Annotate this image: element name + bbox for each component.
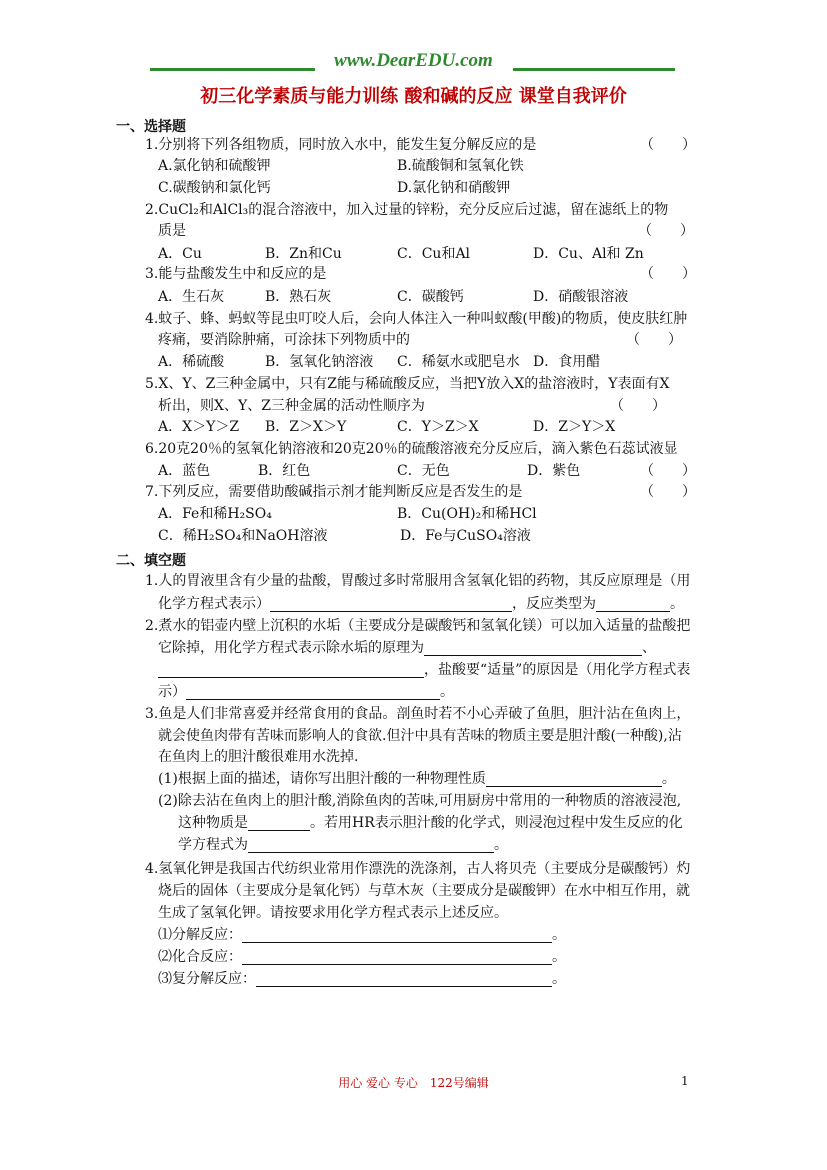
q4-option-a: A．稀硫酸 <box>158 354 225 370</box>
f4-line3: 生成了氢氧化钾。请按要求用化学方程式表示上述反应。 <box>158 905 508 921</box>
f4-sub2-blank[interactable] <box>242 950 552 965</box>
q7-stem: 7.下列反应，需要借助酸碱指示剂才能判断反应是否发生的是 <box>145 484 523 500</box>
q7-paren: （ ） <box>640 484 696 500</box>
q1-stem: 1.分别将下列各组物质，同时放入水中，能发生复分解反应的是 <box>145 137 537 153</box>
q4-paren: （ ） <box>626 332 682 348</box>
section2-heading: 二、填空题 <box>116 553 186 569</box>
f3-sub2-text: 这种物质是 <box>178 815 248 831</box>
q7-option-d: D．Fe与CuSO₄溶液 <box>400 528 531 544</box>
f4-sub3-blank[interactable] <box>256 972 552 987</box>
page-number: 1 <box>681 1074 689 1088</box>
q4-option-c: C．稀氨水或肥皂水 <box>397 354 520 370</box>
q1-option-a: A.氯化钠和硫酸钾 <box>158 158 271 174</box>
f4-sub1 <box>158 927 566 943</box>
f2-line1: 2.煮水的铝壶内壁上沉积的水垢（主要成分是碳酸钙和氢氧化镁）可以加入适量的盐酸把 <box>145 618 691 634</box>
q3-stem: 3.能与盐酸发生中和反应的是 <box>145 266 327 282</box>
f4-sub2-label: ⑵化合反应： <box>158 949 242 965</box>
q5-stem-line1: 5.X、Y、Z三种金属中，只有Z能与稀硫酸反应，当把Y放入X的盐溶液时，Y表面有X <box>145 376 670 392</box>
q6-option-b: B．红色 <box>258 463 311 479</box>
q3-option-b: B．熟石灰 <box>265 289 332 305</box>
f3-sub2-blank[interactable] <box>248 816 310 831</box>
f2-line3-text: ，盐酸要“适量”的原因是（用化学方程式表 <box>424 662 691 678</box>
q5-option-c: C．Y＞Z＞X <box>397 419 479 435</box>
f4-sub1-label: ⑴分解反应： <box>158 927 242 943</box>
f1-line2 <box>158 596 684 612</box>
q1-option-c: C.碳酸钠和氯化钙 <box>158 180 271 196</box>
q1-paren: （ ） <box>640 137 696 153</box>
q7-option-c: C．稀H₂SO₄和NaOH溶液 <box>158 528 328 544</box>
f1-line1: 1.人的胃液里含有少量的盐酸，胃酸过多时常服用含氢氧化铝的药物，其反应原理是（用 <box>145 573 691 589</box>
f4-sub1-end: 。 <box>552 927 566 943</box>
q2-option-a: A．Cu <box>158 246 202 262</box>
q4-stem-line2: 疼痛，要消除肿痛，可涂抹下列物质中的 <box>158 332 410 348</box>
f4-sub3-end: 。 <box>552 971 566 987</box>
q6-option-d: D．紫色 <box>527 463 581 479</box>
f4-sub3-label: ⑶复分解反应： <box>158 971 256 987</box>
f3-sub2-line3 <box>178 837 508 853</box>
q6-option-a: A．蓝色 <box>158 463 211 479</box>
f3-sub2-line2 <box>178 815 683 831</box>
f3-line1: 3.鱼是人们非常喜爱并经常食用的食品。剖鱼时若不小心弄破了鱼胆，胆汁沾在鱼肉上， <box>145 706 691 722</box>
q4-stem-line1: 4.蚊子、蜂、蚂蚁等昆虫叮咬人后，会向人体注入一种叫蚁酸(甲酸)的物质，使皮肤红肿 <box>145 311 688 327</box>
f3-sub1-blank[interactable] <box>486 772 662 787</box>
q3-option-a: A．生石灰 <box>158 289 225 305</box>
q3-option-d: D．硝酸银溶液 <box>533 289 629 305</box>
q4-option-b: B．氢氧化钠溶液 <box>265 354 374 370</box>
q6-paren: （ ） <box>640 463 696 479</box>
f1-equation-blank[interactable] <box>270 597 512 612</box>
f2-line2 <box>158 640 656 656</box>
q1-option-b: B.硫酸铜和氢氧化铁 <box>397 158 524 174</box>
f4-sub3 <box>158 971 566 987</box>
q3-paren: （ ） <box>640 266 696 282</box>
q5-option-a: A．X＞Y＞Z <box>158 419 240 435</box>
f4-line1: 4.氢氧化钾是我国古代纺织业常用作漂洗的洗涤剂，古人将贝壳（主要成分是碳酸钙）灼 <box>145 861 691 877</box>
q7-option-b: B．Cu(OH)₂和稀HCl <box>397 506 537 522</box>
f3-line3: 在鱼肉上的胆汁酸很难用水洗掉. <box>158 749 359 765</box>
f4-sub2 <box>158 949 566 965</box>
f2-line2-end: 、 <box>642 640 656 656</box>
f1-type-label: ，反应类型为 <box>512 596 596 612</box>
f2-line2-text: 它除掉，用化学方程式表示除水垢的原理为 <box>158 640 424 656</box>
f4-sub1-blank[interactable] <box>242 928 552 943</box>
f2-line4 <box>158 684 454 700</box>
f4-line2: 烧后的固体（主要成分是氧化钙）与草木灰（主要成分是碳酸钾）在水中相互作用，就 <box>158 883 690 899</box>
f2-equation-blank-1[interactable] <box>424 641 642 656</box>
q5-option-b: B．Z＞X＞Y <box>265 419 347 435</box>
q6-stem: 6.20克20％的氢氧化钠溶液和20克20％的硫酸溶液充分反应后，滴入紫色石蕊试液显 <box>145 441 678 457</box>
f3-sub2-line1: (2)除去沾在鱼肉上的胆汁酸,消除鱼肉的苦味,可用厨房中常用的一种物质的溶液浸泡, <box>158 793 682 809</box>
q2-option-c: C．Cu和Al <box>397 246 471 262</box>
q2-stem-line2: 质是 <box>158 223 186 239</box>
f3-sub1-text: (1)根据上面的描述，请你写出胆汁酸的一种物理性质 <box>158 771 486 787</box>
f2-line3 <box>158 662 690 678</box>
f2-line4-text: 示） <box>158 684 186 700</box>
f1-end: 。 <box>670 596 684 612</box>
f2-equation-blank-2[interactable] <box>158 663 424 678</box>
f1-line2-text: 化学方程式表示） <box>158 596 270 612</box>
f1-type-blank[interactable] <box>596 597 670 612</box>
q6-option-c: C．无色 <box>397 463 450 479</box>
f2-line4-end: 。 <box>440 684 454 700</box>
q2-paren: （ ） <box>638 223 694 239</box>
f2-equation-blank-3[interactable] <box>186 685 440 700</box>
f3-sub2-line3-text: 学方程式为 <box>178 837 248 853</box>
site-logo: www.DearEDU.com <box>334 50 493 71</box>
f3-sub2-equation-blank[interactable] <box>248 838 494 853</box>
q1-option-d: D.氯化钠和硝酸钾 <box>397 180 511 196</box>
f3-sub1 <box>158 771 676 787</box>
q7-option-a: A．Fe和稀H₂SO₄ <box>158 506 272 522</box>
f4-sub2-end: 。 <box>552 949 566 965</box>
q3-option-c: C．碳酸钙 <box>397 289 464 305</box>
footer-text: 用心 爱心 专心 122号编辑 <box>338 1076 489 1090</box>
f3-sub1-end: 。 <box>661 771 676 787</box>
q2-option-d: D．Cu、Al和 Zn <box>533 246 644 262</box>
f3-sub2-line3-end: 。 <box>494 837 508 853</box>
f3-sub2-text2: 。若用HR表示胆汁酸的化学式，则浸泡过程中发生反应的化 <box>310 815 683 831</box>
q5-option-d: D．Z＞Y＞X <box>533 419 616 435</box>
q5-stem-line2: 析出，则X、Y、Z三种金属的活动性顺序为 <box>158 398 425 414</box>
page-title: 初三化学素质与能力训练 酸和碱的反应 课堂自我评价 <box>200 86 627 107</box>
q2-option-b: B．Zn和Cu <box>265 246 342 262</box>
q5-paren: （ ） <box>610 398 666 414</box>
q4-option-d: D．食用醋 <box>533 354 601 370</box>
f3-line2: 就会使鱼肉带有苦味而影响人的食欲.但汁中具有苦味的物质主要是胆汁酸(一种酸),沾 <box>158 728 682 744</box>
q2-stem-line1: 2.CuCl₂和AlCl₃的混合溶液中，加入过量的锌粉，充分反应后过滤，留在滤纸上的物 <box>145 202 669 218</box>
section1-heading: 一、选择题 <box>116 119 186 135</box>
